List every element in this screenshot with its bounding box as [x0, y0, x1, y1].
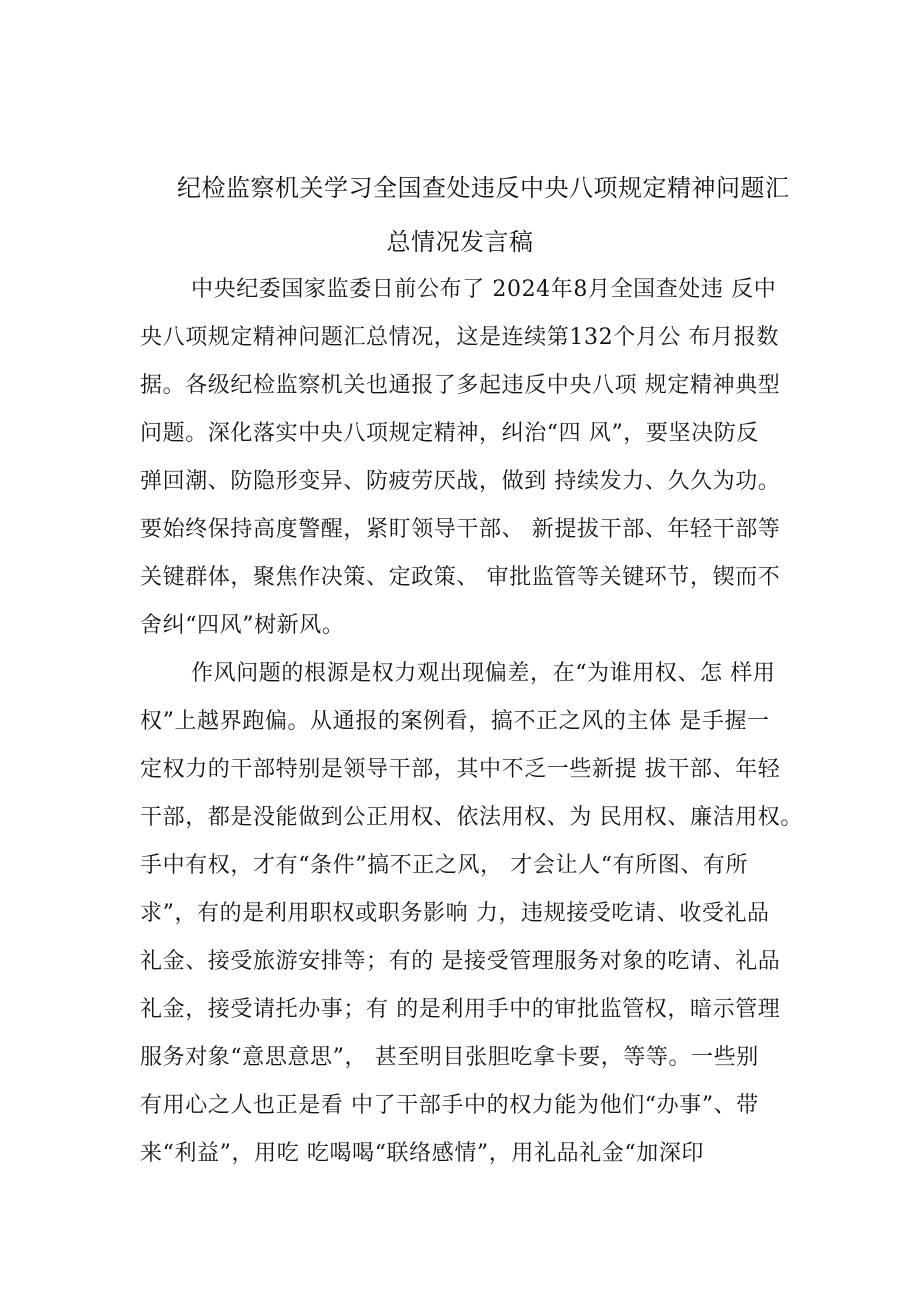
paragraph-1-line: 关键群体，聚焦作决策、定政策、 审批监管等关键环节，锲而不 — [140, 565, 781, 590]
paragraph-2-line: 手中有权，才有“条件”搞不正之风， 才会让人“有所图、有所 — [140, 853, 749, 878]
paragraph-1-line: 中央纪委国家监委日前公布了 2024年8月全国查处违 反中 — [191, 277, 777, 302]
paragraph-1-line: 弹回潮、防隐形变异、防疲劳厌战，做到 持续发力、久久为功。 — [140, 469, 781, 494]
paragraph-1-line: 央八项规定精神问题汇总情况，这是连续第132个月公 布月报数 — [140, 325, 779, 350]
paragraph-2-line: 有用心之人也正是看 中了干部手中的权力能为他们“办事”、带 — [140, 1093, 759, 1118]
paragraph-2-line: 求”，有的是利用职权或职务影响 力，违规接受吃请、收受礼品 — [140, 901, 770, 926]
paragraph-2-line: 作风问题的根源是权力观出现偏差，在“为谁用权、怎 样用 — [191, 661, 776, 686]
paragraph-2-line: 来“利益”，用吃 吃喝喝“联络感情”，用礼品礼金“加深印 — [140, 1141, 705, 1166]
paragraph-1-line: 要始终保持高度警醒，紧盯领导干部、 新提拔干部、年轻干部等 — [140, 517, 781, 542]
paragraph-1-line: 舍纠“四风”树新风。 — [140, 613, 345, 638]
paragraph-2-line: 礼金、接受旅游安排等；有的 是接受管理服务对象的吃请、礼品 — [140, 949, 781, 974]
paragraph-1-line: 问题。深化落实中央八项规定精神，纠治“四 风”，要坚决防反 — [140, 421, 759, 446]
paragraph-2-line: 礼金，接受请托办事；有 的是利用手中的审批监管权，暗示管理 — [140, 997, 781, 1022]
paragraph-2-line: 服务对象“意思意思”， 甚至明目张胆吃拿卡要，等等。一些别 — [140, 1045, 759, 1070]
document-title-line-2: 总情况发言稿 — [386, 228, 534, 256]
document-title-line-1: 纪检监察机关学习全国查处违反中央八项规定精神问题汇 — [177, 174, 790, 202]
paragraph-1-line: 据。各级纪检监察机关也通报了多起违反中央八项 规定精神典型 — [140, 373, 781, 398]
paragraph-2-line: 权”上越界跑偏。从通报的案例看，搞不正之风的主体 是手握一 — [140, 709, 770, 734]
paragraph-2-line: 定权力的干部特别是领导干部，其中不乏一些新提 拔干部、年轻 — [140, 757, 781, 782]
paragraph-2-line: 干部，都是没能做到公正用权、依法用权、为 民用权、廉洁用权。 — [140, 805, 803, 830]
